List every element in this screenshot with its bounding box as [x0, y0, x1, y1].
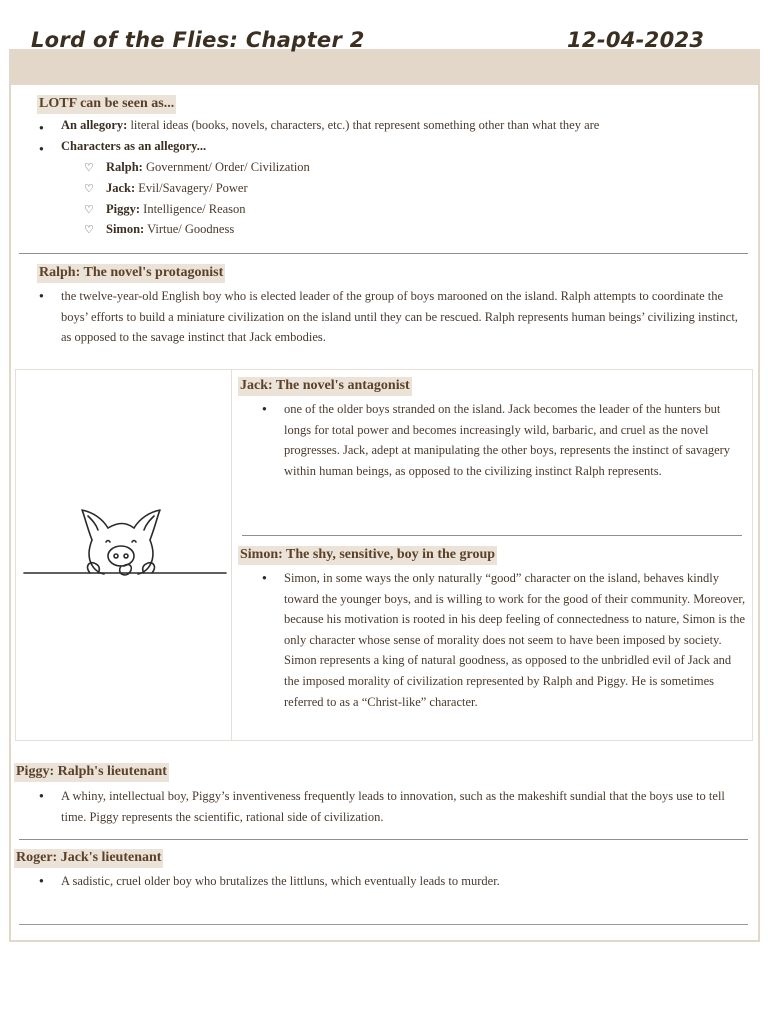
- character-meaning: Evil/Savagery/ Power: [135, 181, 248, 195]
- header-band: [9, 49, 760, 85]
- section-divider: [242, 535, 742, 536]
- piggy-heading: Piggy: Ralph's lieutenant: [14, 763, 169, 782]
- ralph-description: ● the twelve-year-old English boy who is elected leader of the group of boys marooned on the island. Ralph attempts to coordinate the boys’ efforts to build a miniature civilization on the island until they can be rescued. Ralph represents human beings’ civilizing instinct, as opposed to the savage instinct that Jack embodies.: [61, 286, 751, 348]
- allegory-text: literal ideas (books, novels, characters, etc.) that represent something other than what they are: [127, 118, 600, 132]
- roger-description: ● A sadistic, cruel older boy who brutalizes the littluns, which eventually leads to murder.: [61, 871, 751, 892]
- characters-bullet: [61, 139, 206, 154]
- character-item: [106, 160, 310, 175]
- piggy-description: ● A whiny, intellectual boy, Piggy’s inventiveness frequently leads to innovation, such as the makeshift sundial that the boys use to tell time. Piggy represents the scientific, rational side of civilization.: [61, 786, 751, 827]
- character-item: [106, 181, 248, 196]
- character-name: Jack:: [106, 181, 136, 195]
- simon-description: ● Simon, in some ways the only naturally “good” character on the island, behaves kindly toward the younger boys, and is willing to work for the good of their community. Moreover, because his motivation is rooted in his deep feeling of connectedness to nature, Simon is the only character whose sense of morality does not seem to have been imposed by society. Simon represents a king of natural goodness, as opposed to the unbridled evil of Jack and the imposed morality of civilization represented by Ralph and Piggy. He is sometimes referred to as a “Christ-like” character.: [284, 568, 746, 712]
- heart-icon: ♡: [84, 224, 94, 236]
- jack-heading: Jack: The novel's antagonist: [238, 377, 412, 396]
- character-meaning: Intelligence/ Reason: [140, 202, 246, 216]
- allegory-bullet: [61, 118, 599, 133]
- character-meaning: Virtue/ Goodness: [144, 222, 235, 236]
- character-name: Simon:: [106, 222, 145, 236]
- pig-illustration: [20, 500, 230, 590]
- character-name: Piggy:: [106, 202, 141, 216]
- character-name: Ralph:: [106, 160, 143, 174]
- heart-icon: ♡: [84, 204, 94, 216]
- section-divider: [19, 839, 748, 840]
- page-title: Lord of the Flies: Chapter 2: [31, 28, 365, 52]
- character-meaning: Government/ Order/ Civilization: [142, 160, 310, 174]
- lotf-heading: LOTF can be seen as...: [37, 95, 176, 114]
- allegory-label: An allegory:: [61, 118, 128, 132]
- heart-icon: ♡: [84, 162, 94, 174]
- section-divider: [19, 253, 748, 254]
- characters-label: Characters as an allegory...: [61, 139, 207, 153]
- character-item: [106, 222, 234, 237]
- ralph-heading: Ralph: The novel's protagonist: [37, 264, 225, 283]
- page-date: 12-04-2023: [567, 28, 705, 52]
- jack-description: ● one of the older boys stranded on the island. Jack becomes the leader of the hunters but longs for total power and becomes increasingly wild, barbaric, and cruel as the novel progresses. Jack, adept at manipulating the other boys, represents the instinct of savagery within human beings, as opposed to the civilizing instinct Ralph represents.: [284, 399, 744, 481]
- simon-heading: Simon: The shy, sensitive, boy in the group: [238, 546, 497, 565]
- section-divider: [19, 924, 748, 925]
- table-column-divider: [231, 370, 232, 740]
- heart-icon: ♡: [84, 183, 94, 195]
- character-item: [106, 202, 246, 217]
- roger-heading: Roger: Jack's lieutenant: [14, 849, 163, 868]
